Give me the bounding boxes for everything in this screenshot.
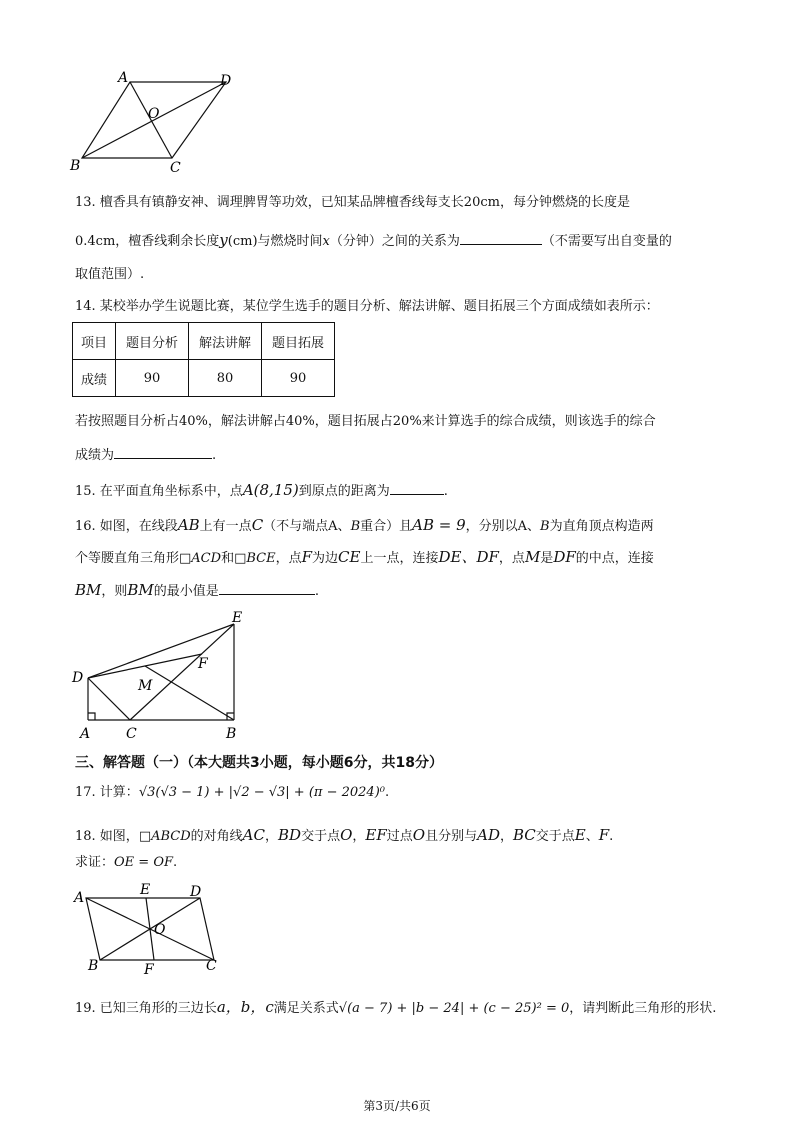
q16-var: CE — [338, 548, 361, 566]
q18-text: ， — [352, 829, 366, 844]
fig2-label-b: B — [226, 726, 237, 742]
q14-line-2: 若按照题目分析占40%，解法讲解占40%，题目拓展占20%来计算选手的综合成绩，则该选手的综合 — [75, 414, 656, 429]
q18-var: BC — [512, 826, 536, 844]
q18-line-1 — [75, 826, 613, 846]
q14-line-1: 14. 某校举办学生说题比赛，某位学生选手的题目分析、解法讲解、题目拓展三个方面成绩如表所示： — [75, 299, 659, 314]
q13-var-y: y — [219, 231, 228, 249]
q13-text-a: 0.4cm，檀香线剩余长度 — [75, 234, 220, 249]
q16-var: □ACD — [179, 551, 222, 566]
q18-text: 18. 如图， — [75, 829, 139, 844]
q16-text: 重合）且 — [360, 519, 413, 534]
table-cell: 90 — [116, 360, 189, 397]
q18-text: 交于点 — [535, 829, 575, 844]
table-row — [73, 323, 335, 360]
q18-var: O — [412, 826, 426, 844]
table-row — [73, 360, 335, 397]
q16-text: 的最小值是 — [153, 584, 219, 599]
q13-text-d: （不需要写出自变量的 — [541, 234, 672, 249]
q13-text-c: （分钟）之间的关系为 — [329, 234, 460, 249]
q18-var: OE = OF — [114, 855, 173, 870]
q16-var: B — [350, 519, 361, 534]
fig1-label-d: D — [220, 73, 232, 89]
fig2-label-f: F — [198, 656, 208, 672]
q19-vars: a，b，c — [216, 998, 274, 1016]
figure-parallelogram-1 — [60, 66, 260, 178]
q16-var: AB = 9 — [412, 516, 466, 534]
q19-text-c: ，请判断此三角形的形状. — [569, 1001, 717, 1016]
q14-answer-blank[interactable] — [114, 444, 212, 459]
page-footer: 第3页/共6页 — [363, 1099, 431, 1113]
q17-text-b: . — [384, 785, 390, 800]
q18-var: EF — [365, 826, 387, 844]
q16-text: ，点 — [275, 551, 302, 566]
q18-text: . — [609, 829, 614, 844]
q13-line-2 — [75, 230, 672, 251]
q18-var: AD — [477, 826, 500, 844]
table-cell: 80 — [189, 360, 262, 397]
fig1-label-c: C — [170, 160, 181, 176]
q16-text: 上一点，连接 — [360, 551, 439, 566]
q16-var: M — [524, 548, 541, 566]
q18-var: □ABCD — [138, 829, 191, 844]
fig3-label-e: E — [140, 882, 151, 898]
q18-line-2 — [75, 854, 177, 872]
q16-text: 的中点，连接 — [575, 551, 654, 566]
table-header-cell: 题目拓展 — [262, 323, 335, 360]
q16-answer-blank[interactable] — [219, 580, 315, 595]
q16-line-2 — [75, 548, 654, 568]
q18-text: 的对角线 — [190, 829, 243, 844]
figure-parallelogram-q18 — [64, 878, 234, 978]
q16-text: ，点 — [498, 551, 525, 566]
q15-text-c: . — [443, 484, 448, 499]
q15-point: A(8,15) — [242, 481, 299, 499]
q13-line-3: 取值范围）. — [75, 267, 145, 282]
fig3-label-f: F — [144, 962, 154, 978]
section-title: 三、解答题（一）（本大题共3小题，每小题6分，共18分） — [75, 755, 443, 771]
q13-answer-blank[interactable] — [460, 230, 542, 245]
q15-text-b: 到原点的距离为 — [298, 484, 390, 499]
fig1-label-o: O — [148, 106, 160, 122]
q16-text: 16. 如图，在线段 — [75, 519, 178, 534]
q19-text-a: 19. 已知三角形的三边长 — [75, 1001, 217, 1016]
q16-var: DF — [553, 548, 576, 566]
q18-var: E — [574, 826, 586, 844]
fig3-label-c: C — [206, 958, 217, 974]
q16-text: 和 — [221, 551, 235, 566]
q16-var: BM — [127, 581, 154, 599]
q13-text-b: (cm)与燃烧时间 — [227, 234, 323, 249]
fig1-label-a: A — [118, 70, 129, 86]
q13-var-x: x — [322, 234, 330, 249]
q14-line-3 — [75, 444, 216, 465]
fig2-label-d: D — [72, 670, 84, 686]
q18-text: 、 — [585, 829, 599, 844]
fig3-label-a: A — [74, 890, 85, 906]
q18-var: AC — [242, 826, 265, 844]
q17-expression: √3(√3 − 1) + |√2 − √3| + (π − 2024)⁰ — [138, 785, 385, 800]
q16-text: ，分别以A、 — [465, 519, 541, 534]
fig2-label-c: C — [126, 726, 137, 742]
q18-text: ， — [264, 829, 278, 844]
q15-answer-blank[interactable] — [390, 480, 444, 495]
fig2-label-a: A — [80, 726, 91, 742]
q18-var: F — [598, 826, 610, 844]
table-header-cell: 解法讲解 — [189, 323, 262, 360]
q17-text-a: 17. 计算： — [75, 785, 139, 800]
q16-text: 为边 — [312, 551, 339, 566]
q16-text: . — [314, 584, 319, 599]
table-cell: 90 — [262, 360, 335, 397]
q15-line — [75, 480, 448, 501]
q16-var: DE、DF — [438, 548, 499, 566]
q18-text: 过点 — [386, 829, 413, 844]
fig2-label-e: E — [232, 610, 243, 626]
table-header-cell: 项目 — [73, 323, 116, 360]
q14-score-table — [72, 322, 335, 397]
q16-text: （不与端点A、 — [263, 519, 351, 534]
table-cell: 成绩 — [73, 360, 116, 397]
fig2-label-m: M — [138, 678, 153, 694]
q16-text: 个等腰直角三角形 — [75, 551, 180, 566]
q17-line — [75, 784, 389, 802]
q16-text: 为直角顶点构造两 — [549, 519, 654, 534]
fig3-label-o: O — [154, 922, 166, 938]
q16-var: B — [540, 519, 550, 534]
q16-var: C — [251, 516, 264, 534]
fig1-label-b: B — [70, 158, 81, 174]
q16-text: ，则 — [101, 584, 128, 599]
q16-text: 是 — [540, 551, 554, 566]
q18-text: ， — [499, 829, 513, 844]
q18-var: O — [340, 826, 353, 844]
q18-text: 求证： — [75, 855, 115, 870]
q16-line-1 — [75, 516, 654, 536]
q13-line-1: 13. 檀香具有镇静安神、调理脾胃等功效，已知某品牌檀香线每支长20cm，每分钟燃烧的长度是 — [75, 195, 630, 210]
fig3-label-d: D — [190, 884, 202, 900]
table-header-cell: 题目分析 — [116, 323, 189, 360]
q18-text: 交于点 — [301, 829, 341, 844]
q18-text: . — [173, 855, 178, 870]
q16-text: 上有一点 — [199, 519, 252, 534]
q14-text-a: 成绩为 — [75, 448, 115, 463]
q18-text: 且分别与 — [425, 829, 478, 844]
q16-var: F — [301, 548, 313, 566]
q18-var: BD — [278, 826, 302, 844]
fig3-label-b: B — [88, 958, 99, 974]
figure-triangles-q16 — [66, 606, 256, 742]
q19-text-b: 满足关系式 — [273, 1001, 339, 1016]
q19-line — [75, 998, 716, 1018]
q19-expression: √(a − 7) + |b − 24| + (c − 25)² = 0 — [338, 1001, 570, 1016]
q16-var: AB — [177, 516, 200, 534]
q14-text-end: . — [212, 448, 217, 463]
q15-text-a: 15. 在平面直角坐标系中，点 — [75, 484, 243, 499]
q16-var: □BCE — [234, 551, 276, 566]
q16-var: BM — [75, 581, 102, 599]
q16-line-3 — [75, 580, 319, 601]
